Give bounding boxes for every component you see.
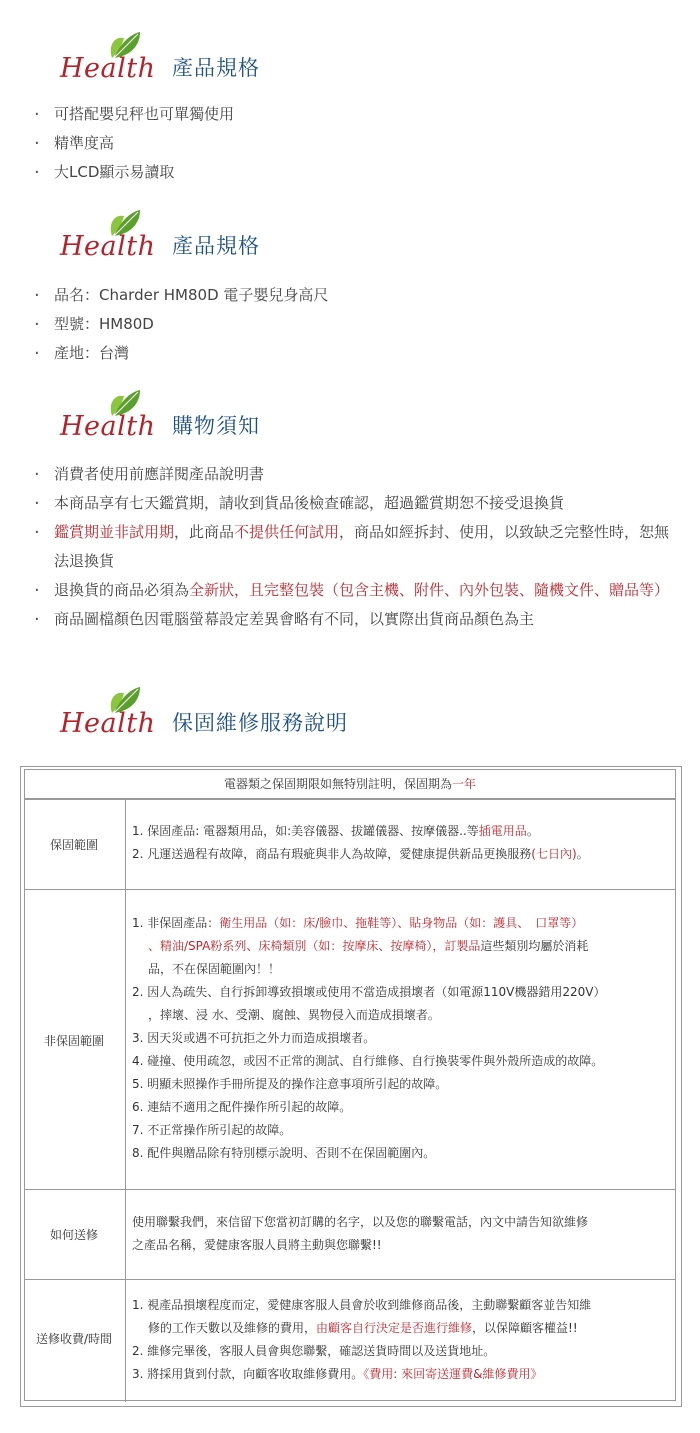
section-header-4: [58, 683, 658, 743]
text-segment: 1. 保固產品: 電器類用品，如:美容儀器、拔罐儀器、按摩儀器..等: [132, 824, 479, 838]
text-segment: 品，不在保固範圍內！！: [148, 962, 281, 976]
row-line: [132, 1340, 674, 1363]
list-item: [34, 605, 674, 634]
text-segment: 7. 不正常操作所引起的故障。: [132, 1123, 292, 1137]
highlight-text: 一年: [452, 777, 477, 791]
section-header-2: [58, 206, 658, 266]
row-label: 保固範圍: [49, 838, 98, 852]
section-header-3: [58, 386, 658, 446]
table-row: [24, 889, 676, 1190]
text-segment: ，摔壞、浸 水、受潮、腐蝕、異物侵入而造成損壞者。: [148, 1008, 440, 1022]
text-segment: 2. 維修完畢後，客服人員會與您聯繫，確認送貨時間以及送貨地址。: [132, 1344, 496, 1358]
spec-list-2: [34, 281, 674, 368]
text-segment: 2. 因人為疏失、自行拆卸導致損壞或使用不當造成損壞者（如電源110V機器錯用220V）: [132, 985, 606, 999]
row-label: 非保固範圍: [43, 1034, 104, 1048]
highlight-text: 插電用品: [478, 824, 527, 838]
row-line: [132, 1073, 674, 1096]
row-line: [132, 981, 674, 1004]
text-segment: 。: [576, 847, 589, 861]
row-label: 如何送修: [49, 1228, 98, 1242]
section-title: 產品規格: [172, 234, 260, 258]
text-segment: 。: [526, 824, 539, 838]
table-row: [24, 1279, 676, 1402]
row-line: [132, 935, 674, 958]
text-segment: 4. 碰撞、使用疏忽，或因不正常的測試、自行維修、自行換裝零件與外殼所造成的故障。: [132, 1054, 604, 1068]
text-segment: 6. 連結不適用之配件操作所引起的故障。: [132, 1100, 352, 1114]
list-item: [34, 489, 674, 518]
text-segment: 8. 配件與贈品除有特別標示說明、否則不在保固範圍內。: [132, 1146, 436, 1160]
list-item: [34, 518, 674, 576]
row-line: [132, 1317, 674, 1340]
highlight-text: 全新狀，且完整包裝（包含主機、附件、內外包裝、隨機文件、贈品等）: [189, 581, 670, 599]
row-line: [132, 1234, 674, 1257]
text-segment: 3. 因天災或遇不可抗拒之外力而造成損壞者。: [132, 1031, 376, 1045]
text-segment: 電器類之保固期限如無特別註明，保固期為: [223, 777, 452, 791]
text-segment: 退換貨的商品必須為: [54, 581, 190, 599]
list-item: [34, 576, 674, 605]
row-line: [132, 1294, 674, 1317]
text-segment: 使用聯繫我們，來信留下您當初訂購的名字，以及您的聯繫電話，內文中請告知欲維修: [132, 1215, 589, 1229]
health-logo: Health: [60, 53, 156, 84]
row-line: [132, 912, 674, 935]
text-segment: 3. 將採用貨到付款，向顧客收取維修費用。: [132, 1367, 364, 1381]
list-item: · 大LCD顯示易讀取: [34, 158, 674, 187]
highlight-text: 、精油/SPA粉系列、床椅類別（如：按摩床、按摩椅），訂製品: [148, 939, 481, 953]
section-title: 購物須知: [172, 414, 260, 438]
row-line: [132, 958, 674, 981]
highlight-text: 衛生用品（如：床/臉巾、拖鞋等）、貼身物品（如：護具、 口罩等）: [219, 916, 584, 930]
table-row: [24, 799, 676, 890]
list-item: · 品名：Charder HM80D 電子嬰兒身高尺: [34, 281, 674, 310]
list-item: [34, 460, 674, 489]
row-line: [132, 1004, 674, 1027]
highlight-text: 《費用: 來回寄送運費&維修費用》: [363, 1367, 543, 1381]
text-segment: ，以保障顧客權益!!: [472, 1321, 578, 1335]
text-segment: ，此商品: [174, 523, 235, 541]
warranty-table: [24, 769, 676, 1401]
row-content: [132, 912, 674, 1165]
text-segment: 本商品享有七天鑑賞期，請收到貨品後檢查確認，超過鑑賞期恕不接受退換貨: [54, 494, 565, 512]
text-segment: 商品圖檔顏色因電腦螢幕設定差異會略有不同，以實際出貨商品顏色為主: [54, 610, 535, 628]
highlight-text: 鑑賞期並非試用期: [54, 523, 175, 541]
highlight-text: 不提供任何試用: [234, 523, 340, 541]
shopping-notice-list: [34, 460, 674, 634]
section-header-1: [58, 28, 658, 88]
text-segment: 5. 明顯未照操作手冊所提及的操作注意事項所引起的故障。: [132, 1077, 448, 1091]
list-item: · 可搭配嬰兒秤也可單獨使用: [34, 100, 674, 129]
spec-list-1: [34, 100, 674, 187]
row-line: [132, 1096, 674, 1119]
warranty-header: [24, 769, 676, 799]
row-line: [132, 1050, 674, 1073]
highlight-text: (七日內): [531, 847, 577, 861]
highlight-text: 由顧客自行決定是否進行維修: [316, 1321, 473, 1335]
health-logo: Health: [60, 411, 156, 442]
text-segment: 之產品名稱，愛健康客服人員將主動與您聯繫!!: [132, 1238, 382, 1252]
row-line: [132, 843, 674, 866]
list-item: · 精準度高: [34, 129, 674, 158]
list-item: · 產地：台灣: [34, 339, 674, 368]
row-content: [132, 1211, 674, 1257]
health-logo: Health: [60, 708, 156, 739]
text-segment: 修的工作天數以及維修的費用，: [148, 1321, 317, 1335]
row-line: [132, 1211, 674, 1234]
text-segment: 2. 凡運送過程有故障，商品有瑕疵與非人為故障，愛健康提供新品更換服務: [132, 847, 532, 861]
text-segment: ，商品如經拆封、使用，以致缺乏完整性時，恕無法退換貨: [54, 523, 670, 570]
row-content: [132, 1294, 674, 1386]
text-segment: 1. 視產品損壞程度而定，愛健康客服人員會於收到維修商品後，主動聯繫顧客並告知維: [132, 1298, 592, 1312]
section-title: 產品規格: [172, 56, 260, 80]
text-segment: 1. 非保固產品：: [132, 916, 220, 930]
row-line: [132, 1027, 674, 1050]
row-label: 送修收費/時間: [35, 1332, 113, 1346]
list-item: · 型號：HM80D: [34, 310, 674, 339]
row-line: [132, 1142, 674, 1165]
row-line: [132, 1119, 674, 1142]
health-logo: Health: [60, 231, 156, 262]
text-segment: 消費者使用前應詳閱產品說明書: [54, 465, 265, 483]
table-row: [24, 1189, 676, 1280]
section-title: 保固維修服務說明: [172, 711, 348, 735]
row-content: [132, 820, 674, 866]
text-segment: 這些類別均屬於消耗: [480, 939, 589, 953]
row-line: [132, 820, 674, 843]
row-line: [132, 1363, 674, 1386]
